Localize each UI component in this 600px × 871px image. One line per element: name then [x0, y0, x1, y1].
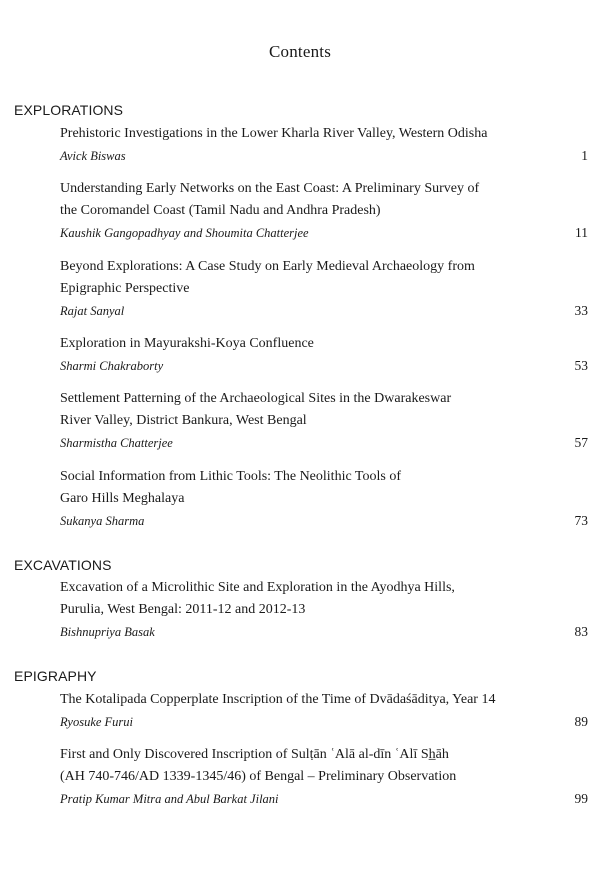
entry-title: First and Only Discovered Inscription of Sulṭān ʿAlā al-dīn ʿAlī Sh̲āh	[60, 747, 449, 762]
toc-entry[interactable]	[60, 689, 588, 733]
entry-page-number: 89	[574, 714, 588, 729]
entry-authors: Avick Biswas	[60, 149, 126, 163]
entry-authors: Sharmistha Chatterjee	[60, 436, 173, 450]
entry-page-number: 73	[574, 513, 588, 528]
entry-page-number: 53	[574, 358, 588, 373]
entry-title: Social Information from Lithic Tools: The Neolithic Tools of	[60, 469, 401, 484]
entry-title: (AH 740-746/AD 1339-1345/46) of Bengal – Preliminary Observation	[60, 769, 457, 784]
entry-title: River Valley, District Bankura, West Bengal	[60, 413, 307, 428]
entry-authors: Kaushik Gangopadhyay and Shoumita Chatterjee	[60, 226, 309, 240]
toc-entry[interactable]	[60, 256, 588, 322]
entry-authors: Pratip Kumar Mitra and Abul Barkat Jilani	[60, 792, 279, 806]
toc-entry[interactable]	[60, 333, 588, 377]
toc-entry[interactable]	[60, 123, 588, 167]
entry-page-number: 1	[581, 148, 588, 163]
entry-title: Understanding Early Networks on the East Coast: A Preliminary Survey of	[60, 181, 480, 196]
section-heading-explorations: EXPLORATIONS	[14, 102, 124, 118]
entry-title: Purulia, West Bengal: 2011-12 and 2012-13	[60, 602, 306, 617]
entry-authors: Sharmi Chakraborty	[60, 359, 164, 373]
entry-page-number: 99	[574, 791, 588, 806]
page-title: Contents	[268, 42, 332, 61]
entry-page-number: 11	[575, 225, 588, 240]
entry-page-number: 57	[574, 435, 588, 450]
entry-authors: Sukanya Sharma	[60, 514, 145, 528]
entry-title: Exploration in Mayurakshi-Koya Confluence	[60, 336, 314, 351]
toc-entry[interactable]	[60, 577, 588, 643]
entry-title: Garo Hills Meghalaya	[60, 491, 185, 506]
entry-authors: Bishnupriya Basak	[60, 625, 155, 639]
entry-title: Excavation of a Microlithic Site and Exploration in the Ayodhya Hills,	[60, 580, 455, 595]
entry-page-number: 33	[574, 303, 588, 318]
entry-title: Beyond Explorations: A Case Study on Early Medieval Archaeology from	[60, 259, 475, 274]
toc-entry[interactable]	[60, 466, 588, 532]
entry-title: Prehistoric Investigations in the Lower Kharla River Valley, Western Odisha	[60, 126, 488, 141]
entry-page-number: 83	[574, 624, 588, 639]
toc-entry[interactable]	[60, 388, 588, 454]
entry-title: Epigraphic Perspective	[60, 281, 190, 296]
toc-entry[interactable]	[60, 744, 588, 810]
entry-title: Settlement Patterning of the Archaeological Sites in the Dwarakeswar	[60, 391, 452, 406]
entry-title: The Kotalipada Copperplate Inscription of the Time of Dvādaśāditya, Year 14	[60, 692, 496, 707]
toc-entry[interactable]	[60, 178, 588, 244]
section-heading-epigraphy: EPIGRAPHY	[14, 668, 97, 684]
entry-authors: Ryosuke Furui	[60, 715, 134, 729]
entry-authors: Rajat Sanyal	[60, 304, 125, 318]
entry-title: the Coromandel Coast (Tamil Nadu and Andhra Pradesh)	[60, 203, 381, 218]
section-heading-excavations: EXCAVATIONS	[14, 557, 112, 573]
